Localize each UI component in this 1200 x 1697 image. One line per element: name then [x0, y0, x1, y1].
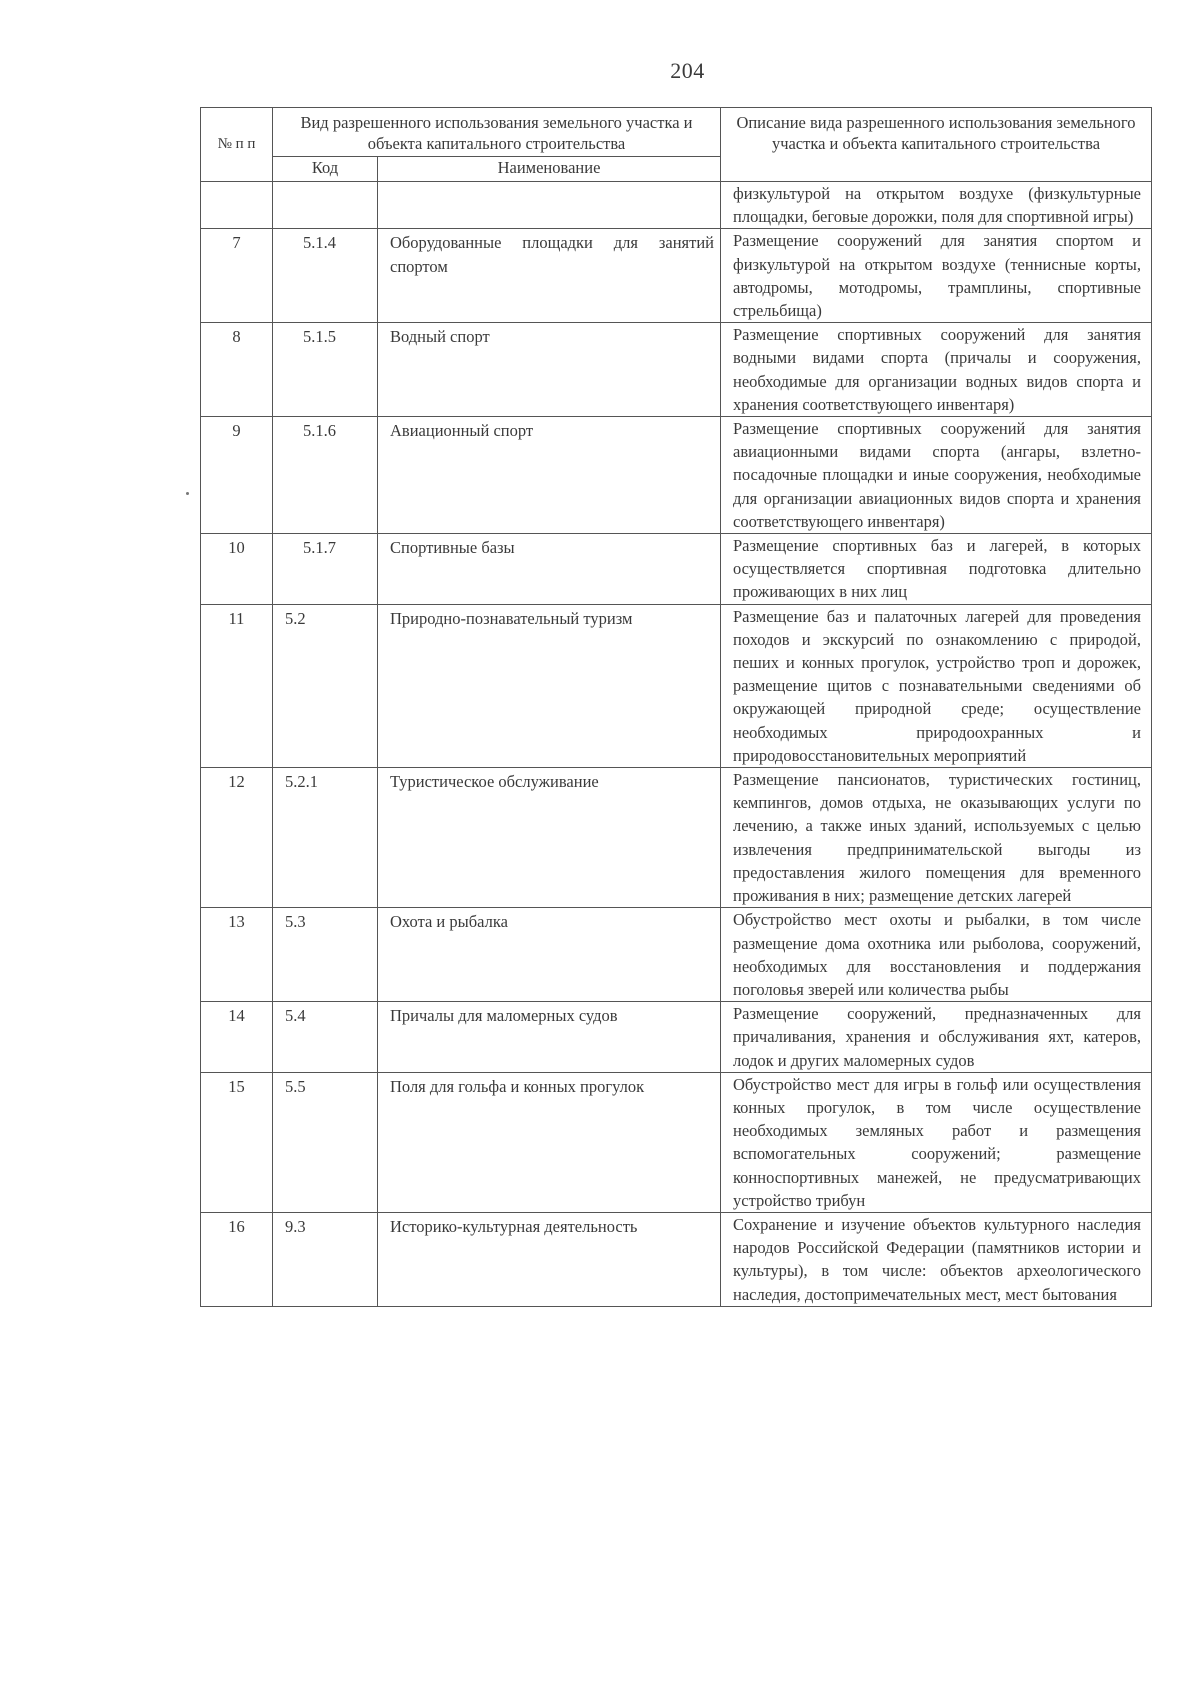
page-number: 204: [670, 58, 705, 83]
row-number: [201, 182, 273, 229]
table-row: [201, 604, 1152, 767]
row-number: 14: [201, 1002, 273, 1073]
row-description: Размещение спортивных баз и лагерей, в которых осуществляется спортивная подготовка длительно проживающих в них лиц: [721, 534, 1152, 605]
row-name: Водный спорт: [378, 323, 721, 417]
row-number: 16: [201, 1212, 273, 1306]
header-code: Код: [273, 157, 378, 182]
row-code: 5.3: [273, 908, 378, 1002]
table-row: [201, 182, 1152, 229]
row-code: 5.5: [273, 1072, 378, 1212]
row-name: Оборудованные площадки для занятий спортом: [378, 229, 721, 323]
table-row: [201, 1072, 1152, 1212]
row-name: Поля для гольфа и конных прогулок: [378, 1072, 721, 1212]
row-name: Природно-познавательный туризм: [378, 604, 721, 767]
row-name: Причалы для маломерных судов: [378, 1002, 721, 1073]
row-description: Размещение сооружений, предназначенных для причаливания, хранения и обслуживания яхт, катеров, лодок и других маломерных судов: [721, 1002, 1152, 1073]
row-code: 5.4: [273, 1002, 378, 1073]
row-description: Сохранение и изучение объектов культурного наследия народов Российской Федерации (памятников истории и культуры), в том числе: объектов археологического наследия, достопримечательных мест, мест бытования: [721, 1212, 1152, 1306]
row-number: 9: [201, 417, 273, 534]
row-number: 12: [201, 768, 273, 908]
table-row: [201, 229, 1152, 323]
header-description: Описание вида разрешенного использования земельного участка и объекта капитального строительства: [721, 108, 1152, 182]
row-code: 5.1.5: [273, 323, 378, 417]
row-number: 10: [201, 534, 273, 605]
table-body: [201, 182, 1152, 1307]
table-row: [201, 908, 1152, 1002]
table-row: [201, 768, 1152, 908]
row-name: Историко-культурная деятельность: [378, 1212, 721, 1306]
row-code: 5.1.6: [273, 417, 378, 534]
row-description: Размещение пансионатов, туристических гостиниц, кемпингов, домов отдыха, не оказывающих услуги по лечению, а также иных зданий, используемых с целью извлечения предпринимательской выгоды из предоставления жилого помещения для временного проживания в них; размещение детских лагерей: [721, 768, 1152, 908]
row-code: 9.3: [273, 1212, 378, 1306]
row-number: 8: [201, 323, 273, 417]
header-number: № п п: [201, 108, 273, 182]
row-description: Размещение спортивных сооружений для занятия авиационными видами спорта (ангары, взлетно-посадочные площадки и иные сооружения, необходимые для организации авиационных видов спорта и хранения соответствующего инвентаря): [721, 417, 1152, 534]
row-description: Размещение баз и палаточных лагерей для проведения походов и экскурсий по ознакомлению с природой, пеших и конных прогулок, устройство троп и дорожек, размещение щитов с познавательными сведениями об окружающей природной среде; осуществление необходимых природоохранных и природовосстановительных мероприятий: [721, 604, 1152, 767]
row-code: [273, 182, 378, 229]
row-name: [378, 182, 721, 229]
row-number: 7: [201, 229, 273, 323]
row-code: 5.1.4: [273, 229, 378, 323]
row-description: физкультурой на открытом воздухе (физкультурные площадки, беговые дорожки, поля для спортивной игры): [721, 182, 1152, 229]
row-name: Туристическое обслуживание: [378, 768, 721, 908]
row-code: 5.2: [273, 604, 378, 767]
row-description: Размещение сооружений для занятия спортом и физкультурой на открытом воздухе (теннисные корты, автодромы, мотодромы, трамплины, спортивные стрельбища): [721, 229, 1152, 323]
table-row: [201, 417, 1152, 534]
row-name: Охота и рыбалка: [378, 908, 721, 1002]
row-description: Обустройство мест охоты и рыбалки, в том числе размещение дома охотника или рыболова, сооружений, необходимых для восстановления и поддержания поголовья зверей или количества рыбы: [721, 908, 1152, 1002]
land-use-table: [200, 107, 1152, 1307]
row-number: 13: [201, 908, 273, 1002]
row-description: Размещение спортивных сооружений для занятия водными видами спорта (причалы и сооружения, необходимые для организации водных видов спорта и хранения соответствующего инвентаря): [721, 323, 1152, 417]
row-number: 11: [201, 604, 273, 767]
table-row: [201, 534, 1152, 605]
row-name: Спортивные базы: [378, 534, 721, 605]
table-row: [201, 323, 1152, 417]
row-name: Авиационный спорт: [378, 417, 721, 534]
row-number: 15: [201, 1072, 273, 1212]
table-row: [201, 1002, 1152, 1073]
table-row: [201, 1212, 1152, 1306]
scan-speck: [186, 492, 189, 495]
header-name: Наименование: [378, 157, 721, 182]
header-usage-type: Вид разрешенного использования земельного участка и объекта капитального строительства: [273, 108, 721, 157]
table-header-row: [201, 108, 1152, 157]
row-description: Обустройство мест для игры в гольф или осуществления конных прогулок, в том числе осуществление необходимых земляных работ и размещения вспомогательных сооружений; размещение конноспортивных манежей, не предусматривающих устройство трибун: [721, 1072, 1152, 1212]
row-code: 5.1.7: [273, 534, 378, 605]
row-code: 5.2.1: [273, 768, 378, 908]
